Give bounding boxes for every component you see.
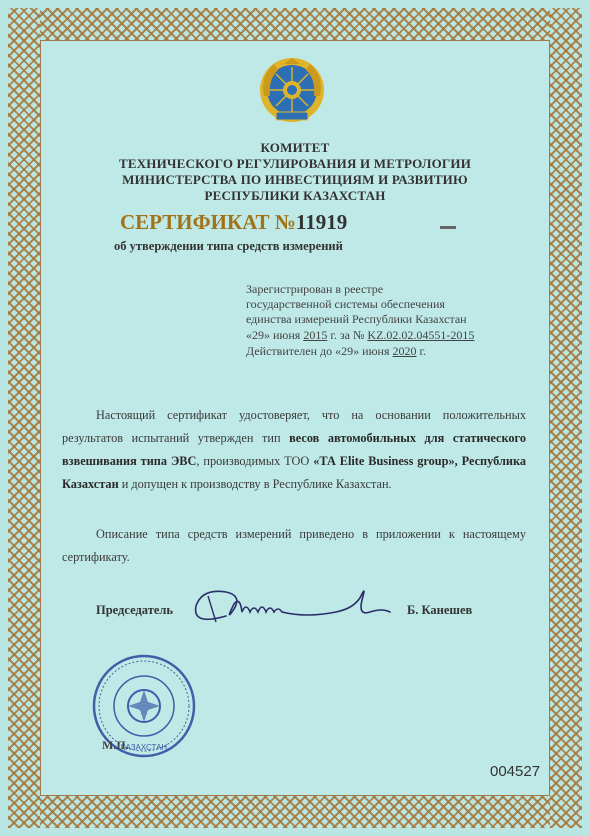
chairman-name: Б. Канешев <box>407 603 473 617</box>
instrument-type: весов автомобильных для статического взвешивания типа ЭВС <box>62 431 526 468</box>
registry-year: 2015 <box>303 328 328 342</box>
valid-year: 2020 <box>392 344 417 358</box>
dash-mark <box>440 226 456 229</box>
registry-line-2: государственной системы обеспечения <box>246 297 445 311</box>
ornamental-border-right <box>550 8 582 828</box>
registry-line-1: Зарегистрирован в реестре <box>246 282 384 296</box>
serial-number: 004527 <box>490 763 541 780</box>
certificate-title-label: СЕРТИФИКАТ № <box>120 210 296 234</box>
registry-number: KZ.02.02.04551-2015 <box>367 328 475 342</box>
header-line-1: КОМИТЕТ <box>260 140 330 155</box>
valid-prefix: Действителен до «29» июня <box>246 344 393 358</box>
handwritten-signature <box>186 582 396 634</box>
registry-line-4 <box>246 328 546 343</box>
body-text: и допущен к производству в Республике Казахстан. <box>118 477 392 491</box>
registry-line-3: единства измерений Республики Казахстан <box>246 312 467 326</box>
manufacturer: «ТА Elite Business group», Республика Казахстан <box>62 454 526 491</box>
seal-place-label: М.П. <box>102 738 129 752</box>
registry-mid: г. за № <box>327 328 368 342</box>
body-paragraph-2: Описание типа средств измерений приведено в приложении к настоящему сертификату. <box>62 527 526 564</box>
certificate-title <box>120 210 420 235</box>
header-line-2: ТЕХНИЧЕСКОГО РЕГУЛИРОВАНИЯ И МЕТРОЛОГИИ <box>118 156 472 171</box>
seal-text: КАЗАХСТАН <box>120 743 168 752</box>
header-line-4: РЕСПУБЛИКИ КАЗАХСТАН <box>204 188 386 203</box>
registry-line-5 <box>246 344 546 359</box>
state-emblem-icon <box>258 56 326 124</box>
registry-date: «29» июня <box>246 328 304 342</box>
ornamental-border-top <box>8 8 582 40</box>
certificate-number: 11919 <box>295 210 348 234</box>
chairman-label: Председатель <box>96 603 174 617</box>
header-line-3: МИНИСТЕРСТВА ПО ИНВЕСТИЦИЯМ И РАЗВИТИЮ <box>122 172 468 187</box>
body-text: Настоящий сертификат удостоверяет, что на основании положительных результатов испытаний утвержден тип <box>62 408 526 445</box>
certificate-subtitle: об утверждении типа средств измерений <box>114 239 343 253</box>
body-paragraph-1 <box>62 404 526 496</box>
ornamental-border-bottom <box>8 796 582 828</box>
ornamental-border-left <box>8 8 40 828</box>
valid-suffix: г. <box>416 344 427 358</box>
body-text: , производимых ТОО <box>196 454 314 468</box>
